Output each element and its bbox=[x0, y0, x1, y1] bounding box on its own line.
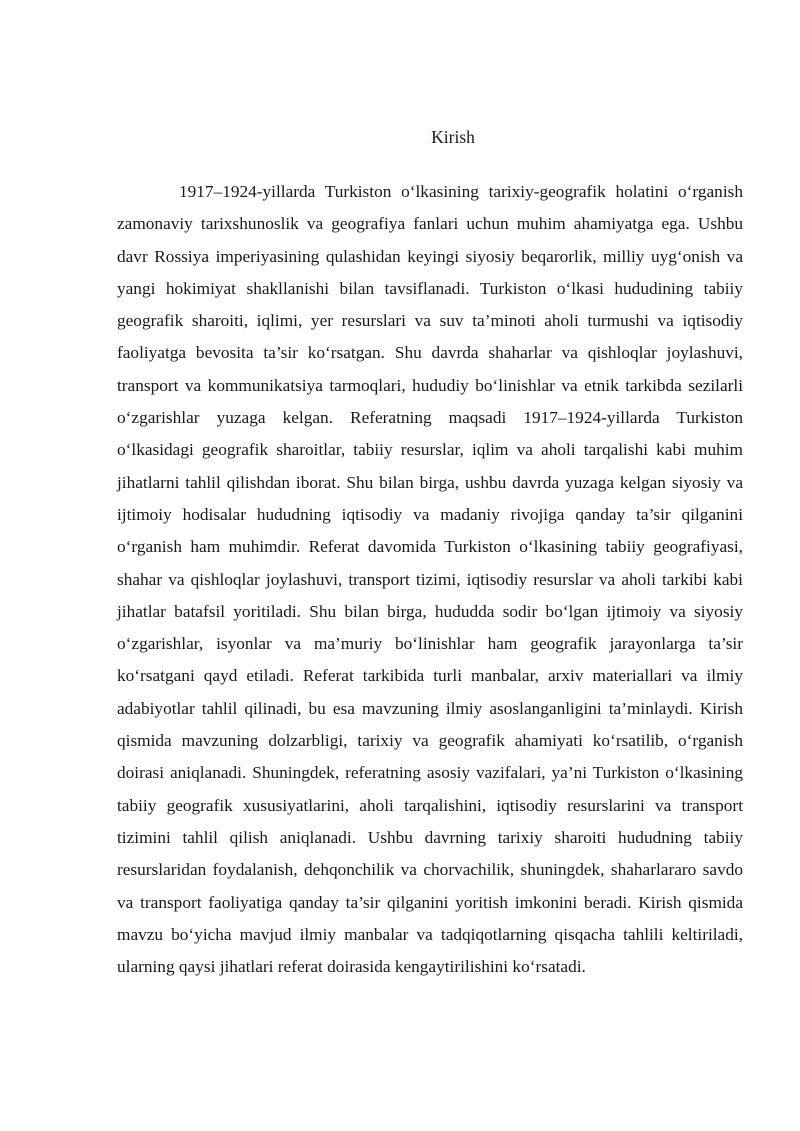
body-paragraph: 1917–1924-yillarda Turkiston o‘lkasining tarixiy-geografik holatini o‘rganish zamonaviy tarixshunoslik va geografiya fanlari uchun muhim ahamiyatga ega. Ushbu davr Rossiya imperiyasining qulashidan keyingi siyosiy beqarorlik, milliy uyg‘onish va yangi hokimiyat shakllanishi bilan tavsiflanadi. Turkiston o‘lkasi hududining tabiiy geografik sharoiti, iqlimi, yer resurslari va suv ta’minoti aholi turmushi va iqtisodiy faoliyatga bevosita ta’sir ko‘rsatgan. Shu davrda shaharlar va qishloqlar joylashuvi, transport va kommunikatsiya tarmoqlari, hududiy bo‘linishlar va etnik tarkibda sezilarli o‘zgarishlar yuzaga kelgan. Referatning maqsadi 1917–1924-yillarda Turkiston o‘lkasidagi geografik sharoitlar, tabiiy resurslar, iqlim va aholi tarqalishi kabi muhim jihatlarni tahlil qilishdan iborat. Shu bilan birga, ushbu davrda yuzaga kelgan siyosiy va ijtimoiy hodisalar hududning iqtisodiy va madaniy rivojiga qanday ta’sir qilganini o‘rganish ham muhimdir. Referat davomida Turkiston o‘lkasining tabiiy geografiyasi, shahar va qishloqlar joylashuvi, transport tizimi, iqtisodiy resurslar va aholi tarkibi kabi jihatlar batafsil yoritiladi. Shu bilan birga, hududda sodir bo‘lgan ijtimoiy va siyosiy o‘zgarishlar, isyonlar va ma’muriy bo‘linishlar ham geografik jarayonlarga ta’sir ko‘rsatgani qayd etiladi. Referat tarkibida turli manbalar, arxiv materiallari va ilmiy adabiyotlar tahlil qilinadi, bu esa mavzuning ilmiy asoslanganligini ta’minlaydi. Kirish qismida mavzuning dolzarbligi, tarixiy va geografik ahamiyati ko‘rsatilib, o‘rganish doirasi aniqlanadi. Shuningdek, referatning asosiy vazifalari, ya’ni Turkiston o‘lkasining tabiiy geografik xususiyatlarini, aholi tarqalishini, iqtisodiy resurslarini va transport tizimini tahlil qilish aniqlanadi. Ushbu davrning tarixiy sharoiti hududning tabiiy resurslaridan foydalanish, dehqonchilik va chorvachilik, shuningdek, shaharlararo savdo va transport faoliyatiga qanday ta’sir qilganini yoritish imkonini beradi. Kirish qismida mavzu bo‘yicha mavjud ilmiy manbalar va tadqiqotlarning qisqacha tahlili keltiriladi, ularning qaysi jihatlari referat doirasida kengaytirilishini ko‘rsatadi. bbox=[117, 182, 743, 977]
page-title: Kirish bbox=[431, 127, 475, 147]
